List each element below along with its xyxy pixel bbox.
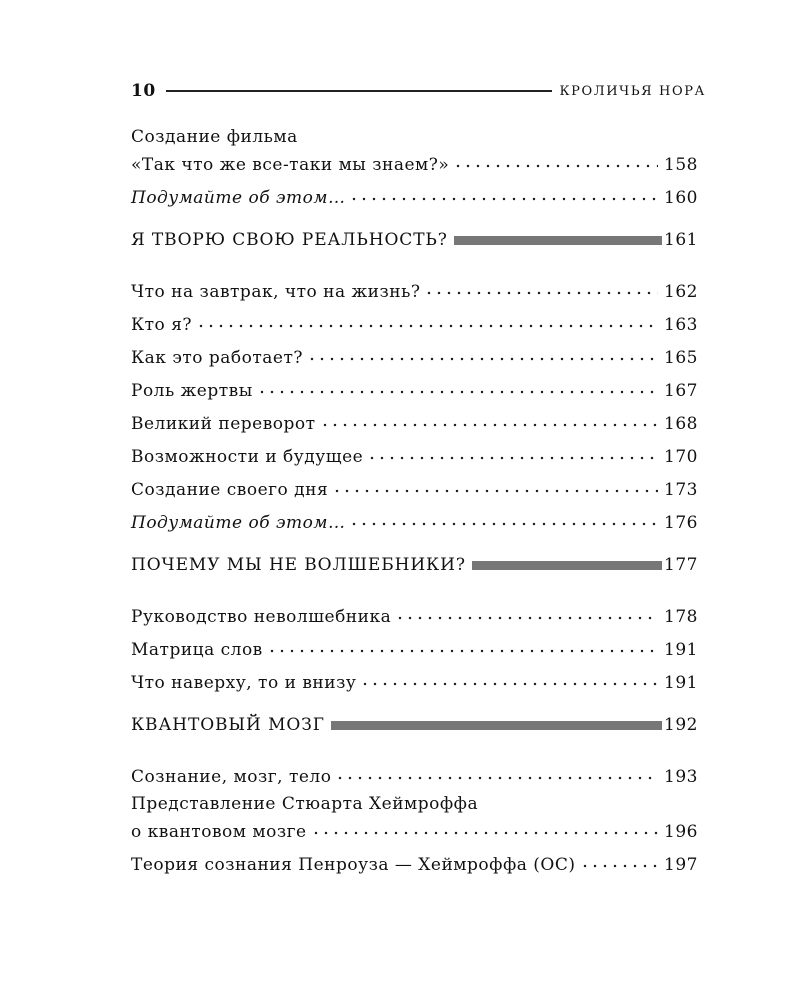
running-title: КРОЛИЧЬЯ НОРА [559,83,706,99]
dot-leader [311,815,658,837]
toc-entry[interactable] [131,600,698,627]
toc-entry-title: Что наверху, то и внизу [131,673,357,693]
dot-leader [349,506,658,528]
toc-entry-row [131,374,698,401]
toc-entry-page: 165 [664,348,698,368]
toc-entry-page: 173 [664,480,698,500]
dot-leader [395,600,658,622]
section-heading[interactable] [131,228,698,252]
toc-entry-title: о квантовом мозге [131,822,307,842]
toc-entry-row [131,148,698,175]
toc-entry[interactable] [131,341,698,368]
toc-entry[interactable] [131,633,698,660]
toc-entry-page: 178 [664,607,698,627]
toc-entry-title: Как это работает? [131,348,303,368]
toc-entry-page: 162 [664,282,698,302]
toc-entry-title: Теория сознания Пенроуза — Хеймроффа (ОС) [131,855,576,875]
toc-entry-row [131,181,698,208]
toc-entry-title: Матрица слов [131,640,263,660]
dot-leader [320,407,658,429]
toc-entry[interactable] [131,275,698,302]
page-number: 10 [131,81,156,101]
dot-leader [367,440,658,462]
toc-entry-title: Руководство неволшебника [131,607,392,627]
header-rule [166,90,552,92]
toc-entry-row [131,815,698,842]
section-bar [454,236,662,245]
dot-leader [453,148,658,170]
section-heading[interactable] [131,713,698,737]
toc-entry-row [131,440,698,467]
toc-entry[interactable] [131,181,698,208]
toc-entry[interactable] [131,760,698,787]
toc-entry[interactable] [131,440,698,467]
dot-leader [307,341,658,363]
toc-entry-title: Великий переворот [131,414,316,434]
toc-entry-page: 163 [664,315,698,335]
toc-entry-page: 158 [664,155,698,175]
toc-entry-page: 170 [664,447,698,467]
toc-entry-page: 167 [664,381,698,401]
toc-entry-title: Создание своего дня [131,480,329,500]
toc-entry[interactable] [131,126,698,175]
toc-entry[interactable] [131,666,698,693]
dot-leader [349,181,658,203]
toc-entry-row [131,506,698,533]
toc-section [131,553,698,577]
dot-leader [267,633,658,655]
toc-entry-row [131,600,698,627]
toc-entry-title: «Так что же все-таки мы знаем?» [131,155,450,175]
toc-entry[interactable] [131,473,698,500]
section-heading[interactable] [131,553,698,577]
toc-section [131,228,698,252]
toc-entry-title: Возможности и будущее [131,447,364,467]
toc-entry-title: Сознание, мозг, тело [131,767,332,787]
table-of-contents [131,126,698,881]
section-page: 177 [664,555,698,575]
toc-entry-page: 176 [664,513,698,533]
page-header [131,80,706,102]
dot-leader [196,308,658,330]
toc-entry-row [131,341,698,368]
toc-entry-title-line: Представление Стюарта Хеймроффа [131,794,479,814]
section-page: 192 [664,715,698,735]
toc-section [131,713,698,737]
toc-entry-page: 193 [664,767,698,787]
toc-entry-page: 196 [664,822,698,842]
dot-leader [257,374,658,396]
toc-entry[interactable] [131,407,698,434]
toc-entry[interactable] [131,374,698,401]
toc-entry-title: Подумайте об этом… [131,513,346,533]
toc-entry-row [131,407,698,434]
toc-entry-title-line: Создание фильма [131,127,298,147]
toc-entry-row [131,666,698,693]
section-title: Я ТВОРЮ СВОЮ РЕАЛЬНОСТЬ? [131,230,448,250]
toc-entry-page: 160 [664,188,698,208]
dot-leader [335,760,658,782]
toc-entry[interactable] [131,848,698,875]
toc-entry-page: 197 [664,855,698,875]
toc-entry-page: 191 [664,640,698,660]
section-title: КВАНТОВЫЙ МОЗГ [131,715,325,735]
toc-entry-title: Что на завтрак, что на жизнь? [131,282,421,302]
toc-entry-title: Роль жертвы [131,381,253,401]
dot-leader [360,666,658,688]
toc-entry-title: Кто я? [131,315,193,335]
toc-entry-row [131,760,698,787]
toc-entry[interactable] [131,506,698,533]
dot-leader [424,275,658,297]
toc-entry-row [131,308,698,335]
toc-entry[interactable] [131,793,698,842]
toc-entry[interactable] [131,308,698,335]
toc-entry-page: 191 [664,673,698,693]
section-bar [472,561,662,570]
section-bar [331,721,662,730]
toc-entry-row [131,633,698,660]
toc-entry-row [131,275,698,302]
toc-entry-row [131,473,698,500]
section-title: ПОЧЕМУ МЫ НЕ ВОЛШЕБНИКИ? [131,555,466,575]
toc-entry-row [131,848,698,875]
toc-entry-page: 168 [664,414,698,434]
toc-entry-title: Подумайте об этом… [131,188,346,208]
dot-leader [580,848,658,870]
dot-leader [332,473,658,495]
section-page: 161 [664,230,698,250]
